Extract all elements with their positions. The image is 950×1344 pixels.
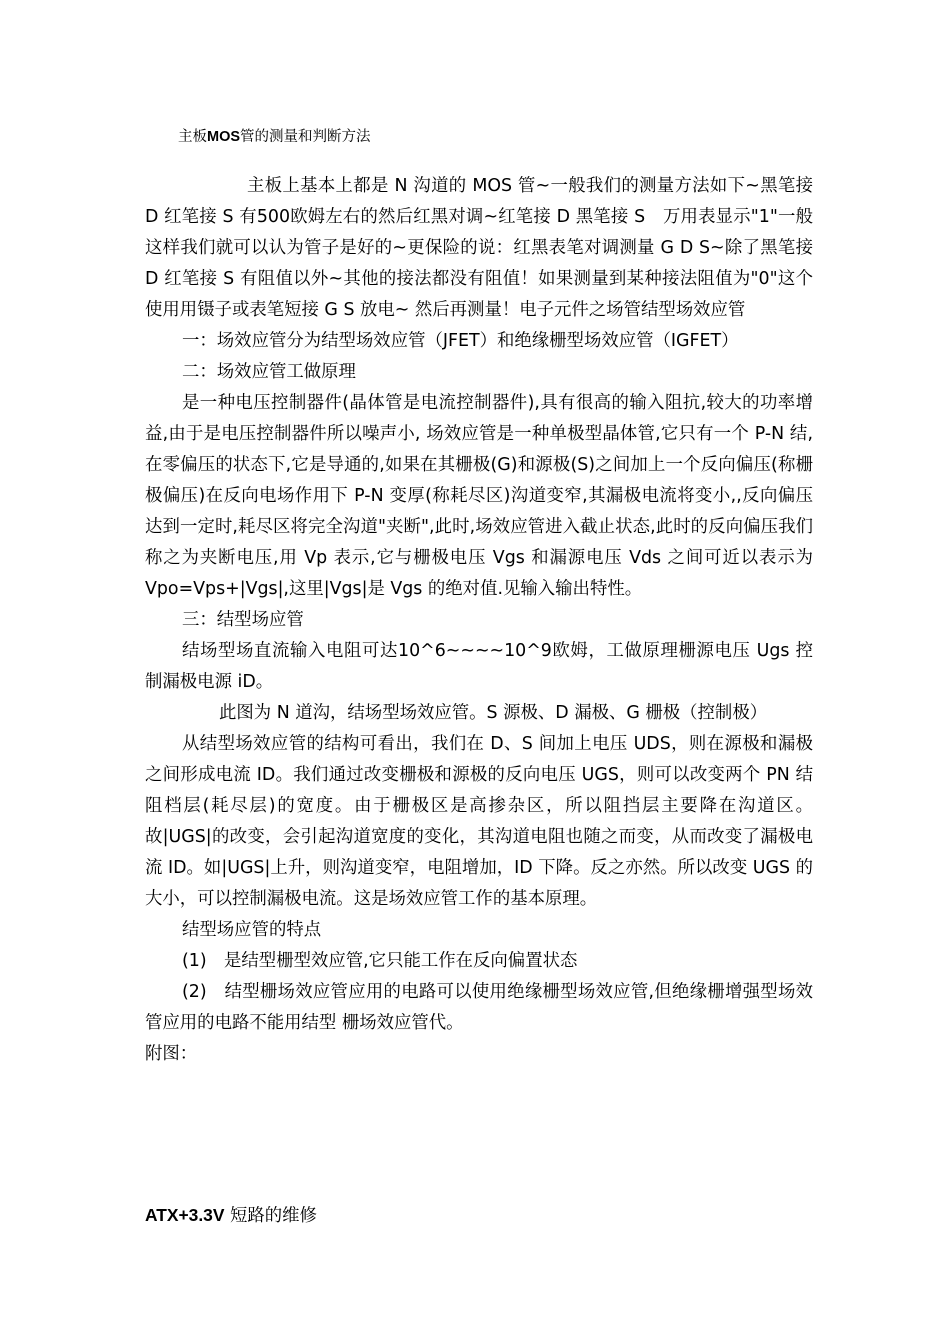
- figure-caption: 此图为 N 道沟，结场型场效应管。S 源极、D 漏极、G 栅极（控制极）: [219, 703, 768, 723]
- document-body: [145, 171, 813, 1070]
- input-resistance-paragraph: 结场型场直流输入电阻可达10^6~~~~10^9欧姆，工做原理栅源电压 Ugs 控制漏极电源 iD。: [145, 641, 813, 692]
- principle-paragraph: 是一种电压控制器件(晶体管是电流控制器件),具有很高的输入阻抗,较大的功率增益,由于是电压控制器件所以噪声小, 场效应管是一种单极型晶体管,它只有一个 P-N 结,在零偏压的状态下,它是导通的,如果在其栅极(G)和源极(S)之间加上一个反向偏压(称栅极偏压)在反向电场作用下 P-N 变厚(称耗尽区)沟道变窄,其漏极电流将变小,,反向偏压达到一定时,耗尽区将完全沟道"夹断",此时,场效应管进入截止状态,此时的反向偏压我们称之为夹断电压,用 Vp 表示,它与栅极电压 Vgs 和漏源电压 Vds 之间可近以表示为 Vpo=Vps+|Vgs|,这里|Vgs|是 Vgs 的绝对值.见输入输出特性。: [145, 393, 813, 599]
- document-title: [178, 126, 371, 148]
- feature-item-1: (1) 是结型栅型效应管,它只能工作在反向偏置状态: [182, 951, 578, 971]
- section-three-heading: 三：结型场应管: [182, 610, 304, 630]
- structure-paragraph: 从结型场效应管的结构可看出，我们在 D、S 间加上电压 UDS，则在源极和漏极之间形成电流 ID。我们通过改变栅极和源极的反向电压 UGS，则可以改变两个 PN 结阻档层(耗尽层)的宽度。由于栅极区是高掺杂区，所以阻挡层主要降在沟道区。故|UGS|的改变，会引起沟道宽度的变化，其沟道电阻也随之而变，从而改变了漏极电流 ID。如|UGS|上升，则沟道变窄，电阻增加，ID 下降。反之亦然。所以改变 UGS 的大小，可以控制漏极电流。这是场效应管工作的基本原理。: [145, 734, 813, 909]
- section-two-heading: 二：场效应管工做原理: [182, 362, 356, 382]
- title-bold: MOS: [207, 129, 241, 145]
- feature-item-2: (2) 结型栅场效应管应用的电路可以使用绝缘栅型场效应管,但绝缘栅增强型场效管应用的电路不能用结型 栅场效应管代。: [145, 982, 813, 1033]
- title-prefix: 主板: [178, 129, 207, 145]
- atx-heading-text: 短路的维修: [229, 1206, 317, 1226]
- atx-heading-bold: ATX+3.3V: [145, 1205, 225, 1225]
- atx-heading: [145, 1201, 317, 1230]
- features-heading: 结型场应管的特点: [182, 920, 322, 940]
- attachment-label: 附图：: [145, 1044, 198, 1064]
- title-suffix: 管的测量和判断方法: [240, 129, 371, 145]
- section-one-heading: 一：场效应管分为结型场效应管（JFET）和绝缘栅型场效应管（IGFET）: [182, 331, 739, 351]
- intro-paragraph: 主板上基本上都是 N 沟道的 MOS 管~一般我们的测量方法如下~黑笔接 D 红笔接 S 有500欧姆左右的然后红黑对调~红笔接 D 黑笔接 S 万用表显示"1"一般这样我们就可以认为管子是好的~更保险的说：红黑表笔对调测量 G D S~除了黑笔接 D 红笔接 S 有阻值以外~其他的接法都没有阻值！如果测量到某种接法阻值为"0"这个使用用镊子或表笔短接 G S 放电~ 然后再测量！电子元件之场管结型场效应管: [145, 176, 813, 320]
